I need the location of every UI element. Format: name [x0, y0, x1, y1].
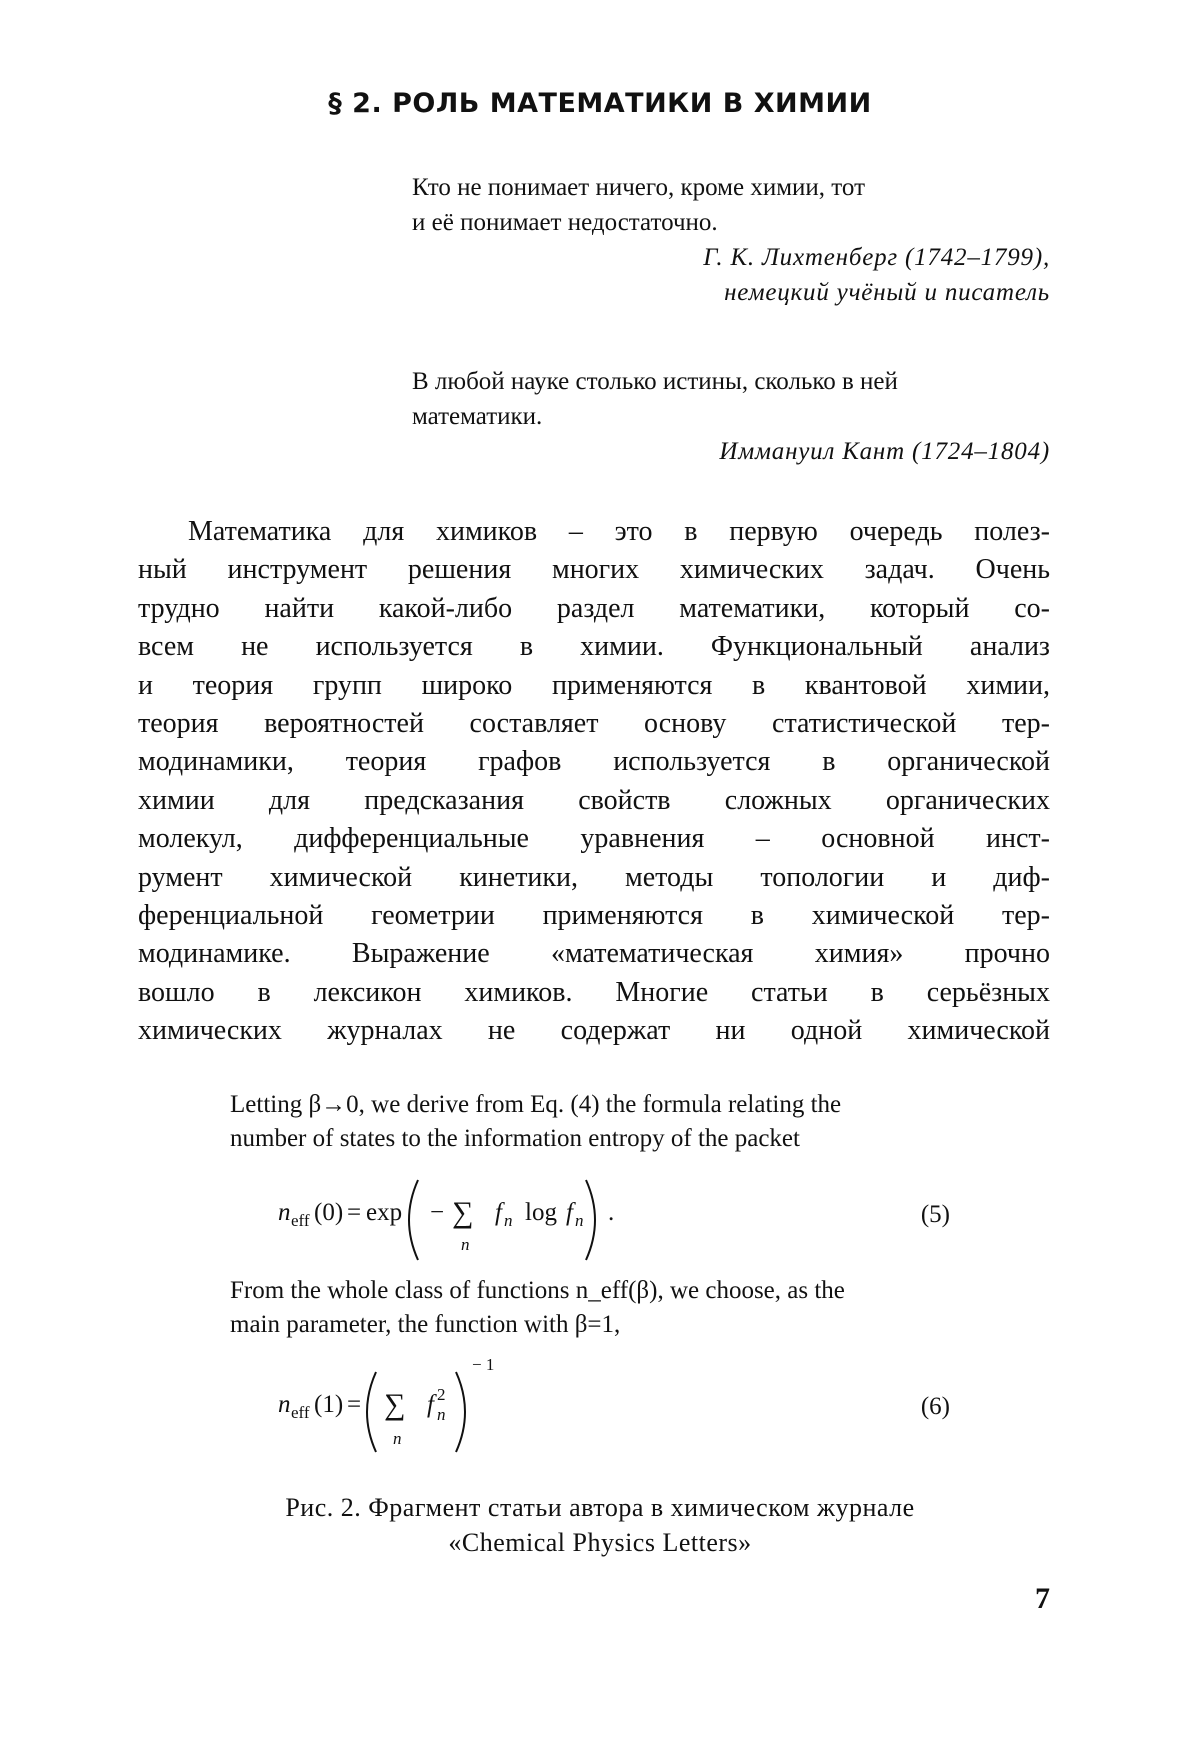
quote-line: В любой науке столько истины, сколько в ней: [412, 368, 898, 395]
svg-text:f: f: [495, 1199, 502, 1226]
body-line: модинамики, теория графов используется в органической: [138, 746, 1050, 778]
svg-text:n: n: [278, 1391, 291, 1418]
body-line: модинамике. Выражение «математическая химия» прочно: [138, 938, 1050, 970]
epigraph-author: [412, 434, 1050, 469]
svg-text:∑: ∑: [452, 1196, 474, 1229]
svg-text:.: .: [608, 1199, 615, 1226]
svg-text:log: log: [525, 1199, 557, 1226]
body-line: румент химической кинетики, методы топологии и диф-: [138, 861, 1050, 893]
figure-caption: [0, 1490, 1200, 1560]
caption-line: Рис. 2. Фрагмент статьи автора в химическом журнале: [285, 1493, 915, 1522]
figure-text-line: number of states to the information entropy of the packet: [230, 1125, 800, 1152]
body-line: трудно найти какой-либо раздел математики, который со-: [138, 592, 1050, 624]
body-line: ный инструмент решения многих химических задач. Очень: [138, 554, 1050, 586]
quote-line: и её понимает недостаточно.: [412, 209, 718, 236]
svg-text:(1): (1): [314, 1391, 344, 1418]
body-line: химии для предсказания свойств сложных органических: [138, 784, 1050, 816]
body-line: всем не используется в химии. Функциональный анализ: [138, 631, 1050, 663]
svg-text:exp: exp: [366, 1199, 403, 1226]
svg-text:=: =: [347, 1391, 362, 1418]
page-number: 7: [1035, 1582, 1050, 1615]
epigraph-kant: [412, 364, 1050, 469]
epigraph-quote: [412, 170, 1050, 240]
body-line: химических журналах не содержат ни одной химической: [138, 1015, 1050, 1047]
equation-5: [230, 1170, 950, 1266]
svg-text:(0): (0): [314, 1199, 344, 1226]
svg-text:n: n: [461, 1235, 470, 1254]
author-line: немецкий учёный и писатель: [724, 279, 1050, 306]
svg-text:f: f: [427, 1391, 434, 1418]
body-line: ференциальной геометрии применяются в химической тер-: [138, 899, 1050, 931]
author-line: Г. К. Лихтенберг (1742–1799),: [703, 244, 1050, 271]
svg-text:=: =: [347, 1199, 362, 1226]
svg-text:2: 2: [437, 1385, 446, 1404]
svg-text:−: −: [430, 1199, 445, 1226]
epigraph-lichtenberg: [412, 170, 1050, 310]
figure-article-fragment: [230, 1088, 950, 1456]
equation-number: (6): [920, 1393, 950, 1420]
svg-text:n: n: [504, 1211, 513, 1230]
quote-line: Кто не понимает ничего, кроме химии, тот: [412, 174, 865, 201]
equation-6: [230, 1346, 950, 1456]
epigraph-author: [412, 240, 1050, 310]
figure-text-line: Letting β→0, we derive from Eq. (4) the formula relating the: [230, 1091, 842, 1118]
body-line: теория вероятностей составляет основу статистической тер-: [138, 707, 1050, 739]
figure-text-line: From the whole class of functions n_eff(β), we choose, as the: [230, 1277, 845, 1304]
quote-line: математики.: [412, 403, 543, 430]
equation-5-formula: [230, 1170, 830, 1266]
epigraph-quote: [412, 364, 1050, 434]
body-paragraph: [138, 513, 1050, 1050]
svg-text:n: n: [278, 1199, 291, 1226]
svg-text:n: n: [575, 1211, 584, 1230]
svg-text:eff: eff: [291, 1211, 310, 1230]
body-line: молекул, дифференциальные уравнения – основной инст-: [138, 823, 1050, 855]
figure-text-line: main parameter, the function with β=1,: [230, 1311, 621, 1338]
svg-text:eff: eff: [291, 1403, 310, 1422]
svg-text:n: n: [437, 1405, 446, 1424]
section-heading: § 2. РОЛЬ МАТЕМАТИКИ В ХИМИИ: [328, 88, 872, 119]
svg-text:f: f: [566, 1199, 573, 1226]
body-line: и теория групп широко применяются в квантовой химии,: [138, 669, 1050, 701]
equation-6-formula: [230, 1346, 830, 1456]
svg-text:− 1: − 1: [472, 1355, 495, 1374]
svg-text:n: n: [393, 1429, 402, 1448]
body-line: вошло в лексикон химиков. Многие статьи в серьёзных: [138, 976, 1050, 1008]
caption-line: «Chemical Physics Letters»: [448, 1528, 752, 1557]
equation-number: (5): [920, 1201, 950, 1228]
author-line: Иммануил Кант (1724–1804): [719, 438, 1050, 465]
svg-text:∑: ∑: [384, 1388, 406, 1421]
body-line: Математика для химиков – это в первую очередь полез-: [188, 516, 1050, 547]
